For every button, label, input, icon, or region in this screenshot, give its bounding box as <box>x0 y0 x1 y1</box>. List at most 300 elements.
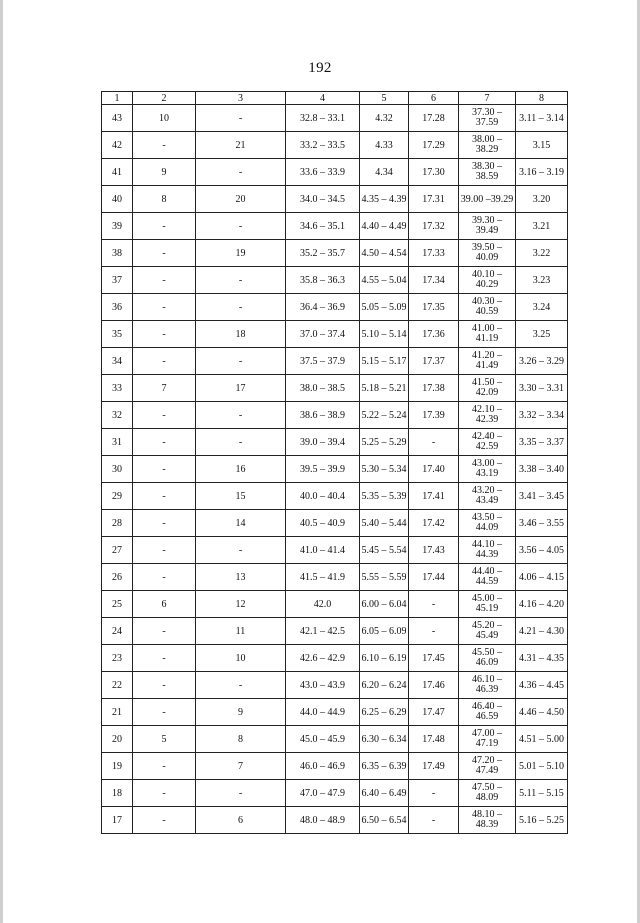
table-cell-col-2: - <box>133 456 196 483</box>
cell-line: 48.09 <box>475 792 499 803</box>
table-cell-col-3: 8 <box>196 726 286 753</box>
table-cell-col-7 <box>459 429 516 456</box>
table-cell-col-4: 35.8 – 36.3 <box>286 267 360 294</box>
column-header-4: 4 <box>286 92 360 105</box>
table-cell-col-1: 20 <box>102 726 133 753</box>
cell-line: 41.20 – <box>472 350 502 361</box>
table-cell-col-1: 31 <box>102 429 133 456</box>
table-cell-col-7 <box>459 294 516 321</box>
cell-line: 41.50 – <box>472 377 502 388</box>
table-cell-col-7 <box>459 483 516 510</box>
table-cell-col-3: - <box>196 294 286 321</box>
table-cell-col-7 <box>459 240 516 267</box>
table-cell-col-8: 4.51 – 5.00 <box>516 726 568 753</box>
table-cell-col-6: 17.29 <box>409 132 459 159</box>
table-cell-col-5: 5.55 – 5.59 <box>360 564 409 591</box>
table-row <box>102 645 568 672</box>
table-row <box>102 672 568 699</box>
table-cell-col-6: - <box>409 618 459 645</box>
table-cell-col-7 <box>459 456 516 483</box>
table-cell-col-6: 17.45 <box>409 645 459 672</box>
table-cell-col-1: 35 <box>102 321 133 348</box>
table-cell-col-4: 42.1 – 42.5 <box>286 618 360 645</box>
table-row <box>102 321 568 348</box>
table-cell-col-8: 4.36 – 4.45 <box>516 672 568 699</box>
table-cell-col-2: - <box>133 645 196 672</box>
table-cell-col-4: 36.4 – 36.9 <box>286 294 360 321</box>
table-cell-col-7 <box>459 267 516 294</box>
table-cell-col-3: - <box>196 267 286 294</box>
table-cell-col-3: - <box>196 672 286 699</box>
table-cell-col-1: 18 <box>102 780 133 807</box>
table-cell-col-3: 14 <box>196 510 286 537</box>
table-cell-col-1: 38 <box>102 240 133 267</box>
cell-line: 39.50 – <box>472 242 502 253</box>
table-cell-col-4: 34.6 – 35.1 <box>286 213 360 240</box>
table-cell-col-2: 8 <box>133 186 196 213</box>
table-cell-col-7 <box>459 645 516 672</box>
table-cell-col-1: 33 <box>102 375 133 402</box>
table-cell-col-4: 38.6 – 38.9 <box>286 402 360 429</box>
table-cell-col-6: 17.42 <box>409 510 459 537</box>
table-header-row <box>102 92 568 105</box>
table-cell-col-8: 3.25 <box>516 321 568 348</box>
table-cell-col-6: - <box>409 807 459 834</box>
table-cell-col-5: 6.10 – 6.19 <box>360 645 409 672</box>
table-row <box>102 132 568 159</box>
table-cell-col-5: 4.32 <box>360 105 409 132</box>
cell-line: 42.39 <box>475 414 499 425</box>
table-cell-col-1: 23 <box>102 645 133 672</box>
table-cell-col-8: 4.16 – 4.20 <box>516 591 568 618</box>
table-cell-col-7 <box>459 537 516 564</box>
table-cell-col-2: - <box>133 780 196 807</box>
cell-line: 42.40 – <box>472 431 502 442</box>
table-cell-col-1: 25 <box>102 591 133 618</box>
table-cell-col-4: 46.0 – 46.9 <box>286 753 360 780</box>
table-cell-col-8: 5.11 – 5.15 <box>516 780 568 807</box>
table-cell-col-4: 34.0 – 34.5 <box>286 186 360 213</box>
table-cell-col-4: 42.0 <box>286 591 360 618</box>
cell-line: 39.49 <box>475 225 499 236</box>
cell-line: 47.00 – <box>472 728 502 739</box>
table-cell-col-4: 47.0 – 47.9 <box>286 780 360 807</box>
table-cell-col-1: 28 <box>102 510 133 537</box>
table-cell-col-2: - <box>133 510 196 537</box>
table-cell-col-7 <box>459 618 516 645</box>
column-header-8: 8 <box>516 92 568 105</box>
table-row <box>102 186 568 213</box>
table-cell-col-8: 5.16 – 5.25 <box>516 807 568 834</box>
table-row <box>102 483 568 510</box>
table-cell-col-8: 3.23 <box>516 267 568 294</box>
table-cell-col-6: 17.32 <box>409 213 459 240</box>
table-cell-col-8: 5.01 – 5.10 <box>516 753 568 780</box>
table-cell-col-8: 3.16 – 3.19 <box>516 159 568 186</box>
table-cell-col-7 <box>459 348 516 375</box>
cell-line: 43.00 – <box>472 458 502 469</box>
table-cell-col-1: 22 <box>102 672 133 699</box>
table-cell-col-4: 41.5 – 41.9 <box>286 564 360 591</box>
cell-line: 38.30 – <box>472 161 502 172</box>
table-cell-col-4: 38.0 – 38.5 <box>286 375 360 402</box>
table-row <box>102 699 568 726</box>
table-cell-col-8: 3.21 <box>516 213 568 240</box>
cell-line: 40.09 <box>475 252 499 263</box>
table-row <box>102 510 568 537</box>
cell-line: 45.49 <box>475 630 499 641</box>
cell-line: 45.50 – <box>472 647 502 658</box>
table-cell-col-1: 26 <box>102 564 133 591</box>
table-cell-col-2: 10 <box>133 105 196 132</box>
table-cell-col-1: 36 <box>102 294 133 321</box>
cell-line: 42.10 – <box>472 404 502 415</box>
cell-line: 48.10 – <box>472 809 502 820</box>
cell-line: 44.09 <box>475 522 499 533</box>
table-cell-col-6: 17.46 <box>409 672 459 699</box>
table-cell-col-8: 3.15 <box>516 132 568 159</box>
table-cell-col-4: 42.6 – 42.9 <box>286 645 360 672</box>
table-cell-col-8: 3.35 – 3.37 <box>516 429 568 456</box>
cell-line: 46.09 <box>475 657 499 668</box>
table-cell-col-8: 4.46 – 4.50 <box>516 699 568 726</box>
table-row <box>102 267 568 294</box>
table-cell-col-6: 17.37 <box>409 348 459 375</box>
table-row <box>102 213 568 240</box>
table-cell-col-6: - <box>409 780 459 807</box>
table-cell-col-2: - <box>133 699 196 726</box>
table-cell-col-8: 4.21 – 4.30 <box>516 618 568 645</box>
table-cell-col-5: 6.05 – 6.09 <box>360 618 409 645</box>
cell-line: 40.59 <box>475 306 499 317</box>
table-cell-col-5: 5.25 – 5.29 <box>360 429 409 456</box>
table-cell-col-7 <box>459 510 516 537</box>
table-cell-col-5: 5.30 – 5.34 <box>360 456 409 483</box>
table-cell-col-7 <box>459 591 516 618</box>
table-row <box>102 564 568 591</box>
table-cell-col-6: 17.34 <box>409 267 459 294</box>
table-cell-col-8: 3.32 – 3.34 <box>516 402 568 429</box>
cell-line: 44.39 <box>475 549 499 560</box>
table-cell-col-5: 6.20 – 6.24 <box>360 672 409 699</box>
table-row <box>102 780 568 807</box>
table-cell-col-3: - <box>196 159 286 186</box>
table-cell-col-2: - <box>133 267 196 294</box>
table-cell-col-7 <box>459 807 516 834</box>
table-row <box>102 537 568 564</box>
table-row <box>102 807 568 834</box>
table-cell-col-6: 17.28 <box>409 105 459 132</box>
table-cell-col-1: 42 <box>102 132 133 159</box>
table-cell-col-3: - <box>196 348 286 375</box>
table-cell-col-3: 10 <box>196 645 286 672</box>
cell-line: 43.50 – <box>472 512 502 523</box>
table-row <box>102 105 568 132</box>
table-cell-col-1: 24 <box>102 618 133 645</box>
table-row <box>102 402 568 429</box>
table-cell-col-3: 20 <box>196 186 286 213</box>
table-cell-col-6: 17.31 <box>409 186 459 213</box>
cell-line: 45.00 – <box>472 593 502 604</box>
table-cell-col-7 <box>459 753 516 780</box>
table-cell-col-3: 12 <box>196 591 286 618</box>
table-cell-col-1: 34 <box>102 348 133 375</box>
table-cell-col-4: 37.0 – 37.4 <box>286 321 360 348</box>
table-cell-col-6: 17.33 <box>409 240 459 267</box>
table-cell-col-5: 4.50 – 4.54 <box>360 240 409 267</box>
cell-line: 40.30 – <box>472 296 502 307</box>
table-cell-col-1: 37 <box>102 267 133 294</box>
table-cell-col-6: 17.38 <box>409 375 459 402</box>
table-cell-col-7 <box>459 105 516 132</box>
table-cell-col-8: 3.41 – 3.45 <box>516 483 568 510</box>
table-cell-col-3: 6 <box>196 807 286 834</box>
table-cell-col-6: 17.30 <box>409 159 459 186</box>
table-cell-col-5: 6.25 – 6.29 <box>360 699 409 726</box>
table-cell-col-4: 33.2 – 33.5 <box>286 132 360 159</box>
cell-line: 46.10 – <box>472 674 502 685</box>
cell-line: 38.59 <box>475 171 499 182</box>
table-cell-col-4: 39.5 – 39.9 <box>286 456 360 483</box>
cell-line: 39.30 – <box>472 215 502 226</box>
cell-line: 45.19 <box>475 603 499 614</box>
table-cell-col-5: 4.34 <box>360 159 409 186</box>
table-cell-col-6: 17.47 <box>409 699 459 726</box>
table-cell-col-3: 19 <box>196 240 286 267</box>
table-cell-col-2: 6 <box>133 591 196 618</box>
table-cell-col-3: - <box>196 105 286 132</box>
cell-line: 47.20 – <box>472 755 502 766</box>
table-row <box>102 159 568 186</box>
table-cell-col-2: - <box>133 672 196 699</box>
table-cell-col-2: 9 <box>133 159 196 186</box>
table-cell-col-3: 17 <box>196 375 286 402</box>
table-cell-col-5: 5.22 – 5.24 <box>360 402 409 429</box>
table-cell-col-2: - <box>133 132 196 159</box>
table-cell-col-3: - <box>196 780 286 807</box>
table-cell-col-6: - <box>409 429 459 456</box>
table-cell-col-1: 40 <box>102 186 133 213</box>
table-cell-col-5: 5.40 – 5.44 <box>360 510 409 537</box>
table-cell-col-3: 9 <box>196 699 286 726</box>
table-cell-col-1: 17 <box>102 807 133 834</box>
table-cell-col-2: 7 <box>133 375 196 402</box>
table-cell-col-3: 16 <box>196 456 286 483</box>
cell-line: 43.20 – <box>472 485 502 496</box>
table-cell-col-8: 3.11 – 3.14 <box>516 105 568 132</box>
table-cell-col-2: - <box>133 753 196 780</box>
cell-line: 43.19 <box>475 468 499 479</box>
cell-line: 48.39 <box>475 819 499 830</box>
table-cell-col-6: 17.49 <box>409 753 459 780</box>
table-cell-col-5: 6.00 – 6.04 <box>360 591 409 618</box>
table-cell-col-8: 3.20 <box>516 186 568 213</box>
cell-line: 44.40 – <box>472 566 502 577</box>
table-cell-col-5: 6.35 – 6.39 <box>360 753 409 780</box>
table-cell-col-1: 32 <box>102 402 133 429</box>
table-cell-col-7 <box>459 402 516 429</box>
table-cell-col-7 <box>459 375 516 402</box>
column-header-2: 2 <box>133 92 196 105</box>
column-header-6: 6 <box>409 92 459 105</box>
data-table <box>101 91 568 834</box>
table-row <box>102 753 568 780</box>
table-cell-col-2: - <box>133 564 196 591</box>
table-cell-col-7 <box>459 672 516 699</box>
table-cell-col-3: 11 <box>196 618 286 645</box>
table-cell-col-8: 3.46 – 3.55 <box>516 510 568 537</box>
column-header-5: 5 <box>360 92 409 105</box>
table-cell-col-8: 3.56 – 4.05 <box>516 537 568 564</box>
cell-line: 45.20 – <box>472 620 502 631</box>
table-cell-col-5: 6.30 – 6.34 <box>360 726 409 753</box>
table-cell-col-3: 7 <box>196 753 286 780</box>
table-cell-col-1: 21 <box>102 699 133 726</box>
table-cell-col-3: - <box>196 429 286 456</box>
table-cell-col-6: 17.48 <box>409 726 459 753</box>
cell-line: 41.00 – <box>472 323 502 334</box>
table-cell-col-8: 3.38 – 3.40 <box>516 456 568 483</box>
cell-line: 47.19 <box>475 738 499 749</box>
table-cell-col-6: 17.41 <box>409 483 459 510</box>
table-cell-col-5: 5.18 – 5.21 <box>360 375 409 402</box>
table-cell-col-2: - <box>133 294 196 321</box>
table-cell-col-4: 32.8 – 33.1 <box>286 105 360 132</box>
table-cell-col-3: 15 <box>196 483 286 510</box>
table-cell-col-5: 4.35 – 4.39 <box>360 186 409 213</box>
table-cell-col-5: 6.50 – 6.54 <box>360 807 409 834</box>
table-cell-col-3: 13 <box>196 564 286 591</box>
table-cell-col-3: - <box>196 537 286 564</box>
cell-line: 42.59 <box>475 441 499 452</box>
table-cell-col-4: 37.5 – 37.9 <box>286 348 360 375</box>
table-cell-col-1: 27 <box>102 537 133 564</box>
page-number: 192 <box>308 60 332 76</box>
cell-line: 44.59 <box>475 576 499 587</box>
cell-line: 40.29 <box>475 279 499 290</box>
table-cell-col-7 <box>459 564 516 591</box>
cell-line: 41.49 <box>475 360 499 371</box>
table-cell-col-5: 5.45 – 5.54 <box>360 537 409 564</box>
table-cell-col-6: 17.36 <box>409 321 459 348</box>
cell-line: 46.39 <box>475 684 499 695</box>
table-cell-col-6: 17.39 <box>409 402 459 429</box>
table-cell-col-4: 40.0 – 40.4 <box>286 483 360 510</box>
table-row <box>102 294 568 321</box>
table-cell-col-7 <box>459 699 516 726</box>
cell-line: 47.50 – <box>472 782 502 793</box>
table-cell-col-7 <box>459 159 516 186</box>
column-header-7: 7 <box>459 92 516 105</box>
cell-line: 37.30 – <box>472 107 502 118</box>
table-cell-col-3: 21 <box>196 132 286 159</box>
table-cell-col-5: 5.35 – 5.39 <box>360 483 409 510</box>
table-cell-col-2: - <box>133 240 196 267</box>
cell-line: 40.10 – <box>472 269 502 280</box>
table-cell-col-5: 5.10 – 5.14 <box>360 321 409 348</box>
table-cell-col-6: 17.44 <box>409 564 459 591</box>
table-cell-col-8: 4.06 – 4.15 <box>516 564 568 591</box>
table-cell-col-2: - <box>133 483 196 510</box>
table-cell-col-8: 3.22 <box>516 240 568 267</box>
table-cell-col-7 <box>459 213 516 240</box>
table-cell-col-6: - <box>409 591 459 618</box>
table-cell-col-8: 4.31 – 4.35 <box>516 645 568 672</box>
table-cell-col-8: 3.30 – 3.31 <box>516 375 568 402</box>
table-cell-col-1: 43 <box>102 105 133 132</box>
table-cell-col-4: 45.0 – 45.9 <box>286 726 360 753</box>
table-cell-col-7 <box>459 780 516 807</box>
table-cell-col-3: 18 <box>196 321 286 348</box>
cell-line: 46.40 – <box>472 701 502 712</box>
table-cell-col-2: - <box>133 537 196 564</box>
table-cell-col-2: - <box>133 429 196 456</box>
table-cell-col-4: 41.0 – 41.4 <box>286 537 360 564</box>
table-cell-col-5: 4.40 – 4.49 <box>360 213 409 240</box>
page-edge-left <box>0 0 3 923</box>
table-row <box>102 375 568 402</box>
table-cell-col-2: 5 <box>133 726 196 753</box>
table-cell-col-1: 41 <box>102 159 133 186</box>
table-cell-col-5: 4.33 <box>360 132 409 159</box>
table-cell-col-2: - <box>133 402 196 429</box>
table-cell-col-2: - <box>133 618 196 645</box>
table-cell-col-5: 6.40 – 6.49 <box>360 780 409 807</box>
cell-line: 38.00 – <box>472 134 502 145</box>
table-cell-col-6: 17.43 <box>409 537 459 564</box>
table-cell-col-2: - <box>133 807 196 834</box>
table-row <box>102 240 568 267</box>
table-body <box>102 105 568 834</box>
table-cell-col-1: 39 <box>102 213 133 240</box>
table-row <box>102 618 568 645</box>
table-row <box>102 456 568 483</box>
table-cell-col-7 <box>459 321 516 348</box>
table-cell-col-4: 35.2 – 35.7 <box>286 240 360 267</box>
table-cell-col-2: - <box>133 321 196 348</box>
table-cell-col-4: 48.0 – 48.9 <box>286 807 360 834</box>
table-cell-col-1: 19 <box>102 753 133 780</box>
table-cell-col-2: - <box>133 348 196 375</box>
table-cell-col-4: 43.0 – 43.9 <box>286 672 360 699</box>
table-cell-col-2: - <box>133 213 196 240</box>
cell-line: 47.49 <box>475 765 499 776</box>
table-row <box>102 591 568 618</box>
table-cell-col-5: 5.15 – 5.17 <box>360 348 409 375</box>
table-row <box>102 348 568 375</box>
table-cell-col-1: 29 <box>102 483 133 510</box>
table-cell-col-3: - <box>196 213 286 240</box>
cell-line: 46.59 <box>475 711 499 722</box>
table-cell-col-7: 39.00 –39.29 <box>459 186 516 213</box>
table-cell-col-4: 40.5 – 40.9 <box>286 510 360 537</box>
cell-line: 42.09 <box>475 387 499 398</box>
table-cell-col-6: 17.35 <box>409 294 459 321</box>
table-row <box>102 429 568 456</box>
table-cell-col-5: 5.05 – 5.09 <box>360 294 409 321</box>
table-cell-col-8: 3.24 <box>516 294 568 321</box>
cell-line: 38.29 <box>475 144 499 155</box>
table-cell-col-5: 4.55 – 5.04 <box>360 267 409 294</box>
table-cell-col-7 <box>459 132 516 159</box>
table-cell-col-4: 33.6 – 33.9 <box>286 159 360 186</box>
table-cell-col-7 <box>459 726 516 753</box>
table-cell-col-1: 30 <box>102 456 133 483</box>
table-cell-col-4: 44.0 – 44.9 <box>286 699 360 726</box>
table-cell-col-4: 39.0 – 39.4 <box>286 429 360 456</box>
cell-line: 43.49 <box>475 495 499 506</box>
table-cell-col-6: 17.40 <box>409 456 459 483</box>
